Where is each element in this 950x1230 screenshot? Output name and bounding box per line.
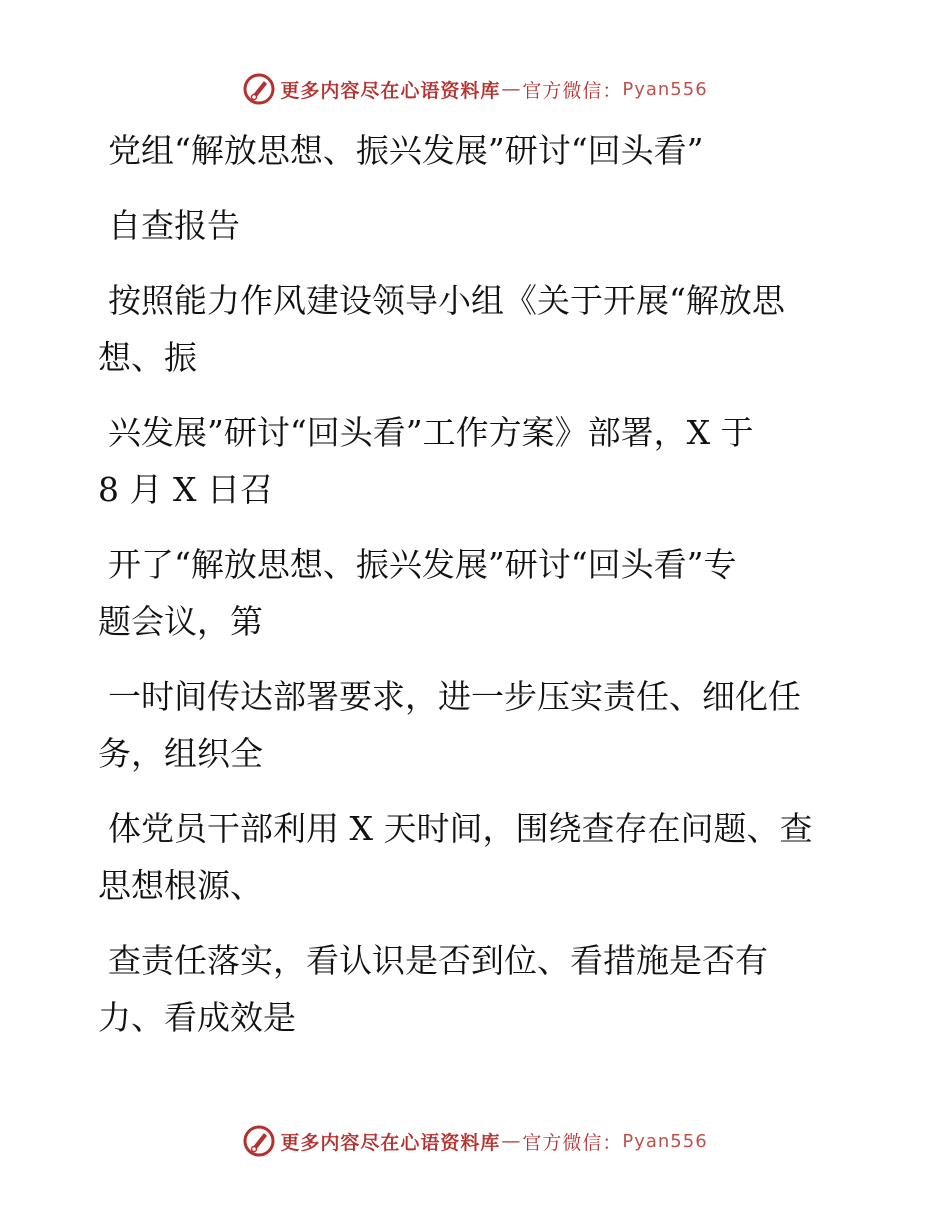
header-brand-banner — [0, 72, 950, 106]
paragraph-line: 想、振 — [98, 338, 197, 377]
document-title-line-1: 党组“解放思想、振兴发展”研讨“回头看” — [108, 131, 704, 170]
paragraph-line: 力、看成效是 — [98, 998, 296, 1037]
brand-separator: — — [501, 78, 522, 100]
brand-text: 更多内容尽在心语资料库 — [280, 79, 501, 102]
paragraph-line: 一时间传达部署要求，进一步压实责任、细化任 — [108, 677, 801, 716]
brand-separator: — — [501, 1130, 522, 1152]
document-body — [98, 122, 858, 1046]
paragraph-line: 8 月 X 日召 — [98, 470, 273, 509]
paragraph-line: 务，组织全 — [98, 734, 263, 773]
paragraph-line: 体党员干部利用 X 天时间，围绕查存在问题、查 — [108, 809, 813, 848]
wechat-label: 官方微信： — [522, 1131, 623, 1154]
paragraph-line: 思想根源、 — [98, 866, 263, 905]
paragraph-line: 查责任落实，看认识是否到位、看措施是否有 — [108, 941, 768, 980]
paragraph-line: 兴发展”研讨“回头看”工作方案》部署，X 于 — [108, 413, 754, 452]
document-title-line-2: 自查报告 — [108, 206, 240, 245]
wechat-id: Pyan556 — [622, 1130, 708, 1152]
pen-nib-seal-icon — [242, 1124, 276, 1158]
wechat-label: 官方微信： — [522, 79, 623, 102]
paragraph-line: 按照能力作风建设领导小组《关于开展“解放思 — [108, 281, 785, 320]
paragraph-line: 开了“解放思想、振兴发展”研讨“回头看”专 — [108, 545, 737, 584]
paragraph-line: 题会议，第 — [98, 602, 263, 641]
wechat-id: Pyan556 — [622, 78, 708, 100]
pen-nib-seal-icon — [242, 72, 276, 106]
footer-brand-banner — [0, 1124, 950, 1158]
brand-text: 更多内容尽在心语资料库 — [280, 1131, 501, 1154]
